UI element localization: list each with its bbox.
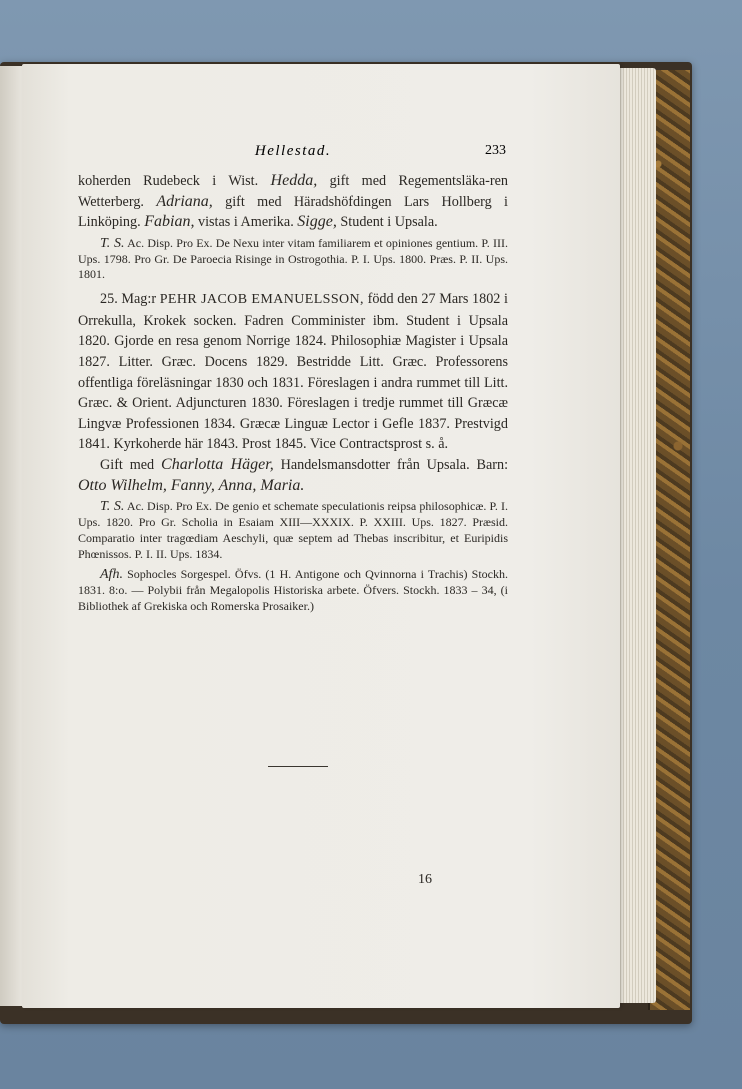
- ts-text-2: Ac. Disp. Pro Ex. De genio et schemate speculationis reipsa philosophicæ. P. I. Ups. 1820. Pro Gr. Scholia in Esaiam XIII—XXXIX. P. XXIII. Ups. 1827. Præsid. Comparatio inter tragœdiam Aeschyli, quæ septem ad Thebas inscribitur, et Euripidis Phœnissos. P. I. II. Ups. 1834.: [78, 499, 508, 561]
- person-name: Sigge,: [297, 213, 337, 231]
- section-rule: [268, 766, 328, 767]
- ts-paragraph-1: [78, 236, 508, 283]
- person-name: Fabian,: [144, 213, 195, 231]
- afh-lead: Afh.: [100, 567, 123, 583]
- page-header: [78, 143, 508, 165]
- afh-text: Sophocles Sorgespel. Öfvs. (1 H. Antigone och Qvinnorna i Trachis) Stockh. 1831. 8:o. — Polybii från Megalopolis Historiska arbete. Öfvers. Stockh. 1833 – 34, (i Bibliothek af Grekiska och Romerska Prosaiker.): [78, 567, 508, 613]
- signature-mark: 16: [418, 872, 432, 887]
- married-paragraph: [78, 455, 508, 496]
- ts-paragraph-2: [78, 499, 508, 562]
- entry-text: född den 27 Mars 1802 i Orrekulla, Krokek socken. Fadren Comminister ibm. Student i Upsala 1820. Gjorde en resa genom Norrige 1824. Philosophiæ Magister i Upsala 1827. Litter. Græc. Docens 1829. Bestridde Litt. Græc. Professorens offentliga föreläsningar 1830 och 1831. Föreslagen i andra rummet till Litt. Græc. & Orient. Adjuncturen 1830. Föreslagen i tredje rummet till Græcæ Lingvæ Professionen 1834. Græcæ Linguæ Lector i Gefle 1837. Prestvigd 1841. Kyrkoherde här 1843. Prost 1845. Vice Contractsprost s. å.: [78, 291, 508, 453]
- entry-number: 25. Mag:r: [100, 291, 160, 308]
- children-names: Otto Wilhelm, Fanny, Anna, Maria.: [78, 476, 305, 494]
- page-number: 233: [485, 143, 506, 158]
- person-name: Adriana,: [156, 192, 213, 210]
- page-body: [78, 171, 508, 615]
- married-mid: Handelsmansdotter från Upsala. Barn:: [273, 456, 509, 473]
- ts-lead-2: T. S.: [100, 499, 125, 515]
- entry-text-part: gift med Häradshöfdingen Lars Hollberg i Linköping.: [78, 193, 508, 231]
- left-page-edge: [0, 66, 24, 1006]
- afh-paragraph: [78, 567, 508, 614]
- entry-text-part: Student i Upsala.: [336, 214, 438, 231]
- entry-name: PEHR JACOB EMANUELSSON,: [159, 292, 364, 308]
- entry-25: [78, 289, 508, 455]
- running-title: Hellestad.: [254, 143, 332, 159]
- ts-text: Ac. Disp. Pro Ex. De Nexu inter vitam familiarem et opiniones gentium. P. III. Ups. 1798. Pro Gr. De Paroecia Risinge in Ostrogothia. P. I. Ups. 1800. Præs. P. II. Ups. 1801.: [78, 235, 509, 282]
- entry-text-part: koherden Rudebeck i Wist.: [78, 173, 271, 189]
- entry-continuation: [78, 171, 508, 233]
- ts-lead: T. S.: [100, 235, 125, 251]
- married-lead: Gift med: [100, 456, 162, 473]
- person-name: Hedda,: [270, 172, 318, 189]
- entry-text-part: gift med Regementsläka-ren Wetterberg.: [78, 173, 508, 210]
- wife-name: Charlotta Häger,: [161, 455, 274, 473]
- entry-text-part: vistas i Amerika.: [194, 214, 298, 231]
